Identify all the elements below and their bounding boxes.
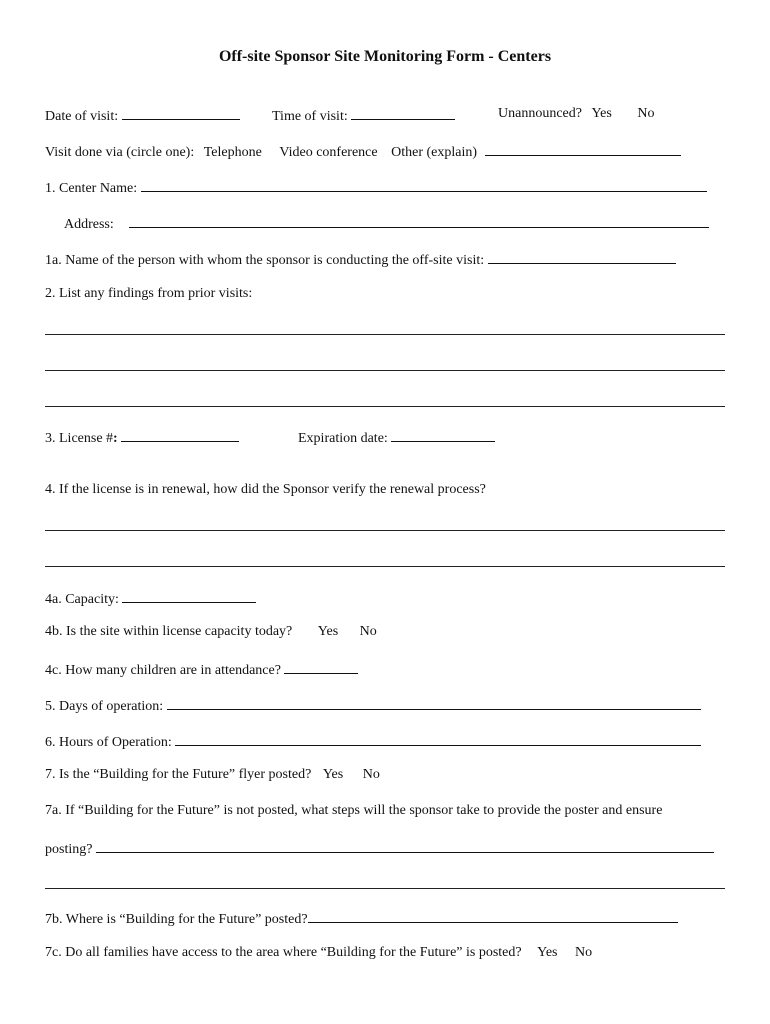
flyer-posted-field — [45, 767, 380, 783]
hours-of-operation-field — [45, 732, 701, 751]
form-title: Off-site Sponsor Site Monitoring Form - Centers — [218, 48, 552, 65]
prior-findings-line-1[interactable] — [45, 334, 725, 335]
visit-option-other[interactable]: Other (explain) — [391, 145, 478, 160]
visit-via-label: Visit done via (circle one): — [45, 145, 195, 160]
capacity-blank[interactable] — [122, 589, 256, 603]
children-attendance-blank[interactable] — [284, 660, 358, 674]
days-of-operation-blank[interactable] — [167, 696, 701, 710]
prior-findings-line-2[interactable] — [45, 370, 725, 371]
family-access-no-option[interactable]: No — [574, 945, 593, 960]
date-of-visit-field — [45, 106, 240, 125]
address-field — [64, 214, 709, 233]
expiration-date-field — [298, 428, 495, 447]
center-name-blank[interactable] — [141, 178, 707, 192]
flyer-posted-no-option[interactable]: No — [362, 767, 380, 782]
within-capacity-label: 4b. Is the site within license capacity today? — [45, 624, 293, 639]
days-of-operation-field — [45, 696, 701, 715]
unannounced-label: Unannounced? — [498, 106, 582, 121]
family-access-field — [45, 945, 592, 961]
renewal-verification-line-2[interactable] — [45, 566, 725, 567]
children-attendance-field — [45, 660, 358, 679]
visit-option-telephone[interactable]: Telephone — [203, 145, 262, 160]
flyer-location-field — [45, 909, 678, 928]
poster-steps-label-line-2: posting? — [45, 842, 93, 857]
address-blank[interactable] — [129, 214, 709, 228]
capacity-field — [45, 589, 256, 608]
unannounced-no-option[interactable]: No — [637, 106, 655, 121]
flyer-posted-yes-option[interactable]: Yes — [322, 767, 344, 782]
date-of-visit-label: Date of visit: — [45, 109, 119, 124]
center-name-label: 1. Center Name: — [45, 181, 138, 196]
address-label: Address: — [64, 217, 114, 232]
time-of-visit-blank[interactable] — [351, 106, 455, 120]
flyer-location-label: 7b. Where is “Building for the Future” posted? — [45, 912, 308, 927]
contact-person-field — [45, 250, 676, 269]
renewal-verification-line-1[interactable] — [45, 530, 725, 531]
expiration-date-blank[interactable] — [391, 428, 495, 442]
time-of-visit-field — [272, 106, 455, 125]
time-of-visit-label: Time of visit: — [272, 109, 348, 124]
poster-steps-label-line-1: 7a. If “Building for the Future” is not posted, what steps will the sponsor take to provide the poster and ensure — [45, 803, 663, 818]
center-name-field — [45, 178, 707, 197]
within-capacity-no-option[interactable]: No — [359, 624, 377, 639]
prior-findings-line-3[interactable] — [45, 406, 725, 407]
flyer-posted-label: 7. Is the “Building for the Future” flyer posted? — [45, 767, 312, 782]
date-of-visit-blank[interactable] — [122, 106, 240, 120]
family-access-label: 7c. Do all families have access to the area where “Building for the Future” is posted? — [45, 945, 522, 960]
license-number-label: 3. License # — [45, 431, 114, 446]
renewal-verification-label: 4. If the license is in renewal, how did the Sponsor verify the renewal process? — [45, 482, 486, 497]
license-number-field — [45, 428, 239, 447]
visit-via-row — [45, 142, 681, 161]
family-access-yes-option[interactable]: Yes — [537, 945, 558, 960]
unannounced-yes-option[interactable]: Yes — [591, 106, 612, 121]
prior-findings-label: 2. List any findings from prior visits: — [45, 286, 253, 301]
within-capacity-field — [45, 624, 377, 640]
days-of-operation-label: 5. Days of operation: — [45, 699, 164, 714]
capacity-label: 4a. Capacity: — [45, 592, 119, 607]
contact-person-blank[interactable] — [488, 250, 676, 264]
visit-other-explain-blank[interactable] — [485, 142, 681, 156]
expiration-date-label: Expiration date: — [298, 431, 388, 446]
children-attendance-label: 4c. How many children are in attendance? — [45, 663, 281, 678]
poster-steps-field — [45, 839, 714, 858]
hours-of-operation-blank[interactable] — [175, 732, 701, 746]
contact-person-label: 1a. Name of the person with whom the sponsor is conducting the off-site visit: — [45, 253, 485, 268]
hours-of-operation-label: 6. Hours of Operation: — [45, 735, 172, 750]
poster-steps-blank[interactable] — [96, 839, 714, 853]
flyer-location-blank[interactable] — [308, 909, 678, 923]
license-number-blank[interactable] — [121, 428, 239, 442]
poster-steps-line-2[interactable] — [45, 888, 725, 889]
license-number-colon: : — [113, 431, 118, 446]
unannounced-field — [498, 106, 654, 122]
within-capacity-yes-option[interactable]: Yes — [317, 624, 339, 639]
visit-option-video-conference[interactable]: Video conference — [279, 145, 378, 160]
